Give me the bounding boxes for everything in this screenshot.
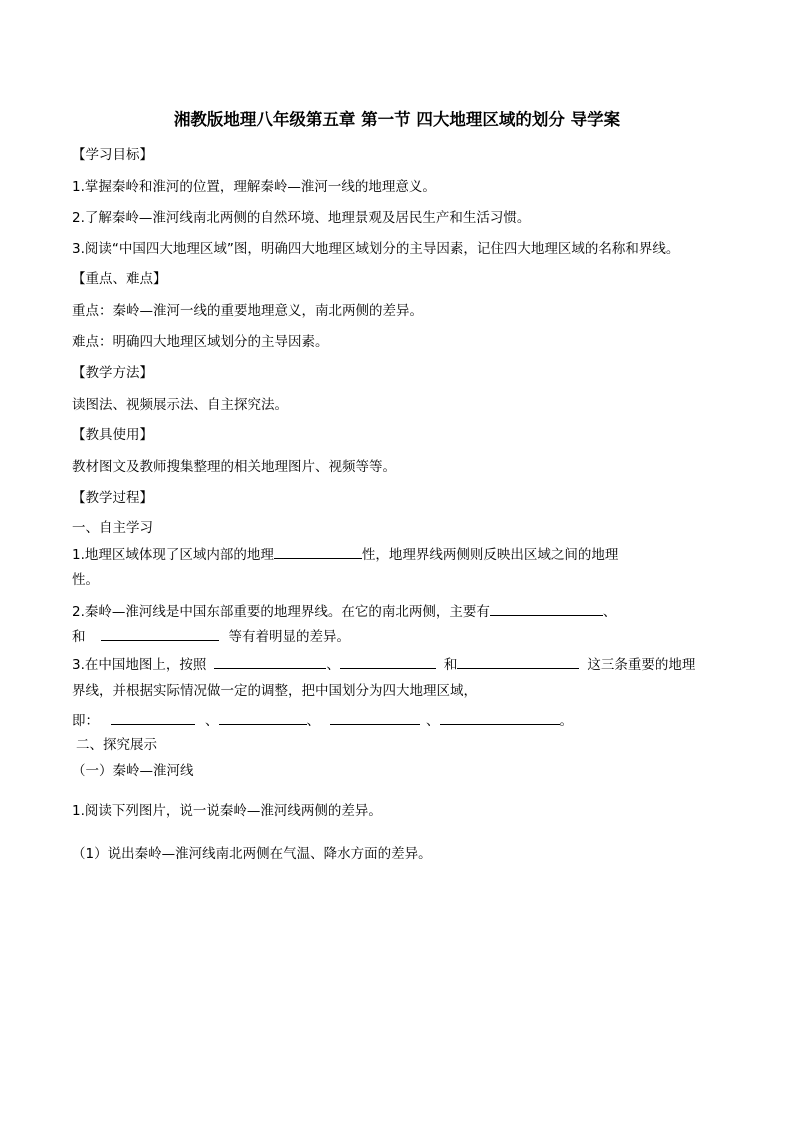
question-1-text-b: 性，地理界线两侧则反映出区域之间的地理 [361,547,619,563]
question-3-sep-4: 、 [426,713,440,729]
question-2-text-c: 和 [72,629,86,645]
answer-blank-q3-7[interactable] [440,710,560,725]
process-heading: 【教学过程】 [72,490,153,506]
answer-blank-q3-2[interactable] [340,654,436,669]
question-1-text-a: 1.地理区域体现了区域内部的地理 [72,547,274,563]
question-3-line-3 [72,710,573,730]
document-title: 湘教版地理八年级第五章 第一节 四大地理区域的划分 导学案 [173,110,621,129]
answer-blank-q2-1[interactable] [490,601,603,616]
question-3-end: 。 [559,713,573,729]
tools-heading: 【教具使用】 [72,427,153,443]
question-1-line [72,544,618,564]
key-difficulty: 难点：明确四大地理区域划分的主导因素。 [72,334,329,350]
answer-blank-q3-1[interactable] [214,654,326,669]
question-1-text-c: 性。 [72,572,99,588]
question-3-text-d: 这三条重要的地理 [587,657,696,673]
question-3-text-f: 即： [72,713,99,729]
question-3-sep-2: 、 [205,713,219,729]
answer-blank-q2-2[interactable] [101,626,219,641]
answer-blank-q3-6[interactable] [330,710,420,725]
question-2-text-d: 等有着明显的差异。 [228,629,350,645]
question-3-sep-3: 、 [306,713,320,729]
section-explore: 二、探究展示 [76,737,157,753]
goal-item-3: 3.阅读“中国四大地理区域”图，明确四大地理区域划分的主导因素，记住四大地理区域的名称和界线。 [72,241,680,257]
task-1-1: （1）说出秦岭—淮河线南北两侧在气温、降水方面的差异。 [72,846,432,862]
goal-item-2: 2.了解秦岭—淮河线南北两侧的自然环境、地理景观及居民生产和生活习惯。 [72,210,531,226]
key-focus: 重点：秦岭—淮河一线的重要地理意义，南北两侧的差异。 [72,303,423,319]
question-2-text-a: 2.秦岭—淮河线是中国东部重要的地理界线。在它的南北两侧，主要有 [72,604,490,620]
question-2-line-2 [72,626,350,646]
method-text: 读图法、视频展示法、自主探究法。 [72,397,288,413]
question-2-text-b: 、 [602,604,617,620]
question-3-line [72,654,695,674]
question-3-text-e: 界线，并根据实际情况做一定的调整，把中国划分为四大地理区域， [72,683,477,699]
method-heading: 【教学方法】 [72,365,153,381]
question-2-line [72,601,616,621]
answer-blank-q3-5[interactable] [219,710,307,725]
goal-item-1: 1.掌握秦岭和淮河的位置，理解秦岭—淮河一线的地理意义。 [72,179,436,195]
question-3-text-a: 3.在中国地图上，按照 [72,657,207,673]
question-3-text-c: 和 [443,657,458,673]
answer-blank-q1-1[interactable] [274,544,362,559]
answer-blank-q3-3[interactable] [457,654,579,669]
goals-heading: 【学习目标】 [72,147,153,163]
task-1: 1.阅读下列图片，说一说秦岭—淮河线两侧的差异。 [72,803,382,819]
tools-text: 教材图文及教师搜集整理的相关地理图片、视频等等。 [72,459,396,475]
key-heading: 【重点、难点】 [72,271,167,287]
section-self-study: 一、自主学习 [72,520,153,536]
answer-blank-q3-4[interactable] [111,710,195,725]
question-3-sep-1: 、 [326,657,340,673]
subsection-qinling-huaihe: （一）秦岭—淮河线 [72,763,194,779]
